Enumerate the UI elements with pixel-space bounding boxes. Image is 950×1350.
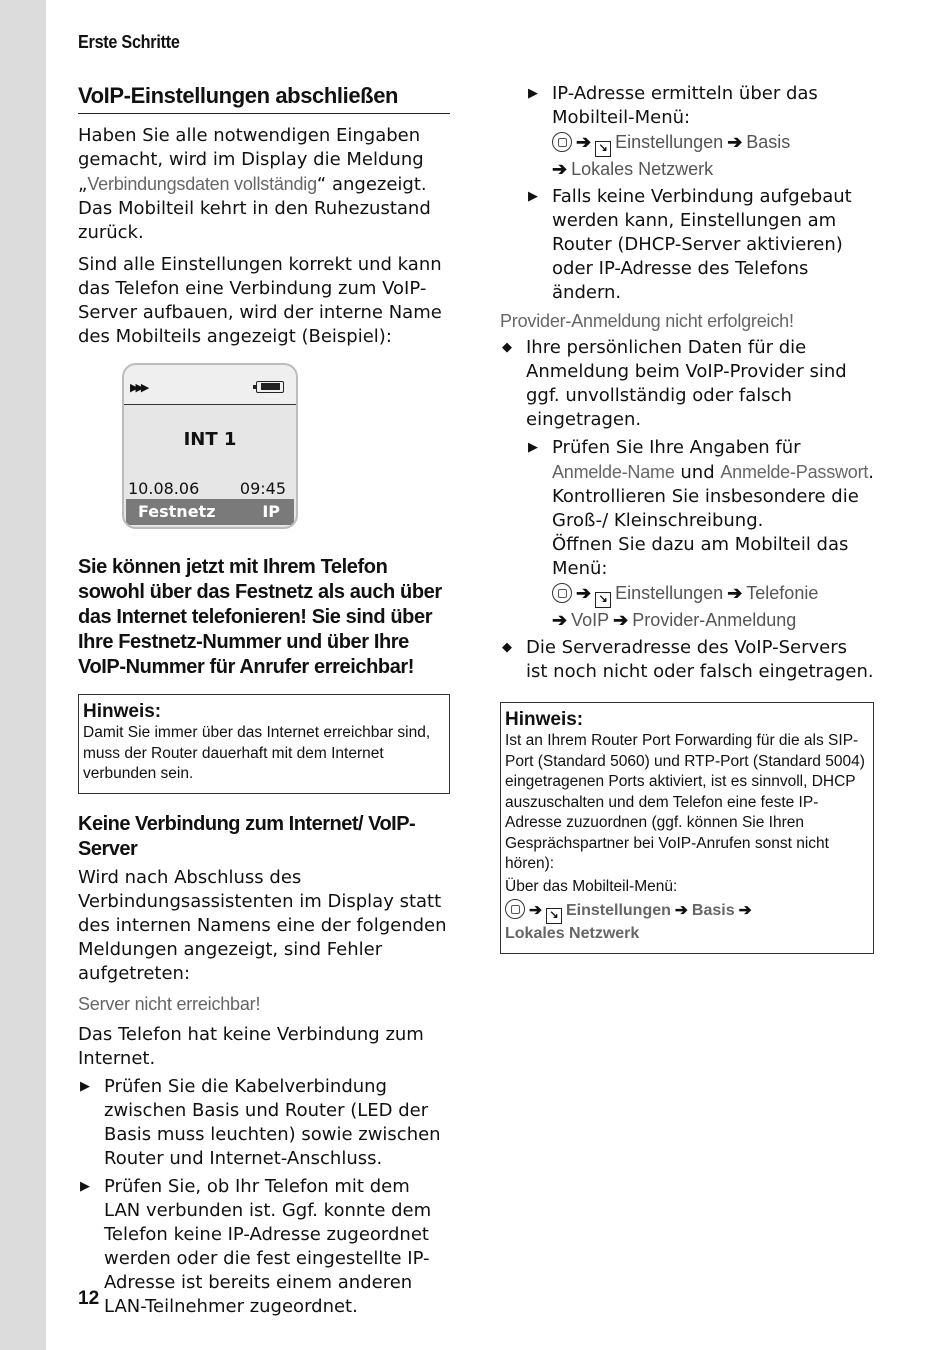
arrow-right-icon: ➔: [552, 159, 568, 179]
handset-display-example: [122, 363, 298, 529]
arrow-right-icon: ➔: [738, 902, 752, 919]
triangle-bullet-icon: ▶: [528, 189, 538, 204]
list-item: ◆ Ihre persönlichen Daten für die Anmeldung beim VoIP-Provider sind ggf. unvollständig oder falsch eingetragen.: [502, 337, 847, 430]
battery-icon: [256, 381, 284, 393]
display-softkeys: [126, 499, 294, 525]
left-column: [78, 80, 450, 1319]
section-title: VoIP-Einstellungen abschließen: [78, 83, 450, 114]
diamond-bullet-icon: ◆: [502, 340, 512, 355]
navigation-key-icon: [505, 899, 525, 919]
triangle-bullet-icon: ▶: [80, 1078, 90, 1094]
paragraph-errors: Wird nach Abschluss des Verbindungsassistenten im Display statt des internen Namens eine der folgenden Meldungen angezeigt, sind Fehler aufgetreten:: [78, 866, 447, 984]
signal-strength-icon: ▶▶▶: [130, 381, 147, 394]
triangle-bullet-icon: ▶: [528, 440, 538, 455]
error-message-server: Server nicht erreichbar!: [78, 993, 261, 1014]
diamond-bullet-icon: ◆: [502, 640, 512, 655]
paragraph-no-internet: Das Telefon hat keine Verbindung zum Internet.: [78, 1023, 424, 1069]
arrow-right-icon: ➔: [613, 610, 629, 630]
arrow-right-icon: ➔: [727, 132, 743, 152]
error-message-provider: Provider-Anmeldung nicht erfolgreich!: [500, 311, 794, 331]
paragraph-intro: Haben Sie alle notwendigen Eingaben gemacht, wird im Display die Meldung „Verbindungsdaten vollständig“ angezeigt. Das Mobilteil kehrt in den Ruhezustand zurück.: [78, 125, 431, 243]
note-box: [500, 702, 874, 954]
list-item: ▶ Prüfen Sie Ihre Angaben für Anmelde-Name und Anmelde-Passwort. Kontrollieren Sie insbesondere die Groß-/ Kleinschreibung. Öffnen Sie dazu am Mobilteil das Menü: ➔ ↘ Einstellungen ➔ Telefonie ➔ VoIP ➔ Provider-Anmeldung: [528, 437, 874, 630]
note-box: [78, 694, 450, 794]
list-item: ◆ Die Serveradresse des VoIP-Servers ist noch nicht oder falsch eingetragen.: [502, 637, 874, 682]
triangle-bullet-icon: ▶: [528, 86, 538, 101]
note-text: Damit Sie immer über das Internet erreichbar sind, muss der Router dauerhaft mit dem Internet verbunden sein.: [83, 724, 431, 782]
display-date: 10.08.06: [128, 479, 200, 498]
paragraph-success: Sind alle Einstellungen korrekt und kann das Telefon eine Verbindung zum VoIP-Server aufbauen, wird der interne Name des Mobilteils angezeigt (Beispiel):: [78, 254, 442, 347]
settings-icon: ↘: [546, 908, 562, 924]
arrow-right-icon: ➔: [552, 610, 568, 630]
page-margin-bar: [0, 0, 46, 1350]
navigation-key-icon: [552, 132, 572, 152]
menu-path: ➔ ↘ Einstellungen ➔ Telefonie ➔ VoIP ➔ Provider-Anmeldung: [552, 583, 819, 630]
section-header: Erste Schritte: [78, 32, 180, 52]
bold-statement: Sie können jetzt mit Ihrem Telefon sowohl über das Festnetz als auch über das Internet telefonieren! Sie sind über Ihre Festnetz-Nummer und über Ihre VoIP-Nummer für Anrufer erreichbar!: [78, 556, 442, 678]
menu-path: ➔ ↘ Einstellungen ➔ Basis ➔ Lokales Netzwerk: [505, 899, 869, 945]
navigation-key-icon: [552, 583, 572, 603]
note-title: Hinweis:: [505, 709, 584, 730]
list-item: ▶ Prüfen Sie, ob Ihr Telefon mit dem LAN verbunden ist. Ggf. konnte dem Telefon keine IP-Adresse zugeordnet werden oder die fest eingestellte IP-Adresse ist bereits einem anderen LAN-Teilnehmer zugeordnet.: [80, 1175, 432, 1317]
display-time: 09:45: [239, 479, 286, 498]
display-status-bar: [124, 365, 296, 405]
arrow-right-icon: ➔: [576, 583, 592, 603]
note-menu-intro: Über das Mobilteil-Menü:: [505, 877, 678, 895]
arrow-right-icon: ➔: [576, 132, 592, 152]
list-item: ▶ Falls keine Verbindung aufgebaut werden kann, Einstellungen am Router (DHCP-Server aktivieren) oder IP-Adresse des Telefons ändern.: [528, 186, 852, 303]
softkey-right: IP: [262, 502, 280, 521]
note-title: Hinweis:: [83, 701, 162, 722]
arrow-right-icon: ➔: [674, 902, 688, 919]
triangle-bullet-icon: ▶: [80, 1178, 90, 1194]
settings-icon: ↘: [595, 141, 611, 157]
list-item: ▶ IP-Adresse ermitteln über das Mobilteil-Menü: ➔ ↘ Einstellungen ➔ Basis ➔ Lokales Netzwerk: [526, 82, 874, 181]
softkey-left: Festnetz: [138, 502, 216, 521]
menu-path: ➔ ↘ Einstellungen ➔ Basis ➔ Lokales Netzwerk: [552, 132, 791, 179]
list-item: ▶ Prüfen Sie die Kabelverbindung zwischen Basis und Router (LED der Basis muss leuchten) sowie zwischen Router und Internet-Anschluss.: [80, 1075, 441, 1169]
settings-icon: ↘: [595, 592, 611, 608]
display-handset-name: INT 1: [183, 429, 237, 450]
page-number: 12: [78, 1288, 100, 1309]
arrow-right-icon: ➔: [529, 902, 542, 919]
right-column: [500, 80, 874, 954]
subsection-title: Keine Verbindung zum Internet/ VoIP-Server: [78, 812, 416, 860]
note-text: Ist an Ihrem Router Port Forwarding für die als SIP-Port (Standard 5060) und RTP-Port (Standard 5004) eingetragenen Ports aktiviert, ist es sinnvoll, DHCP auszuschalten und dem Telefon eine feste IP-Adresse zuzuordnen (ggf. können Sie Ihren Gesprächspartner bei VoIP-Anrufen sonst nicht hören):: [505, 732, 865, 872]
display-message: Verbindungsdaten vollständig: [87, 174, 317, 194]
arrow-right-icon: ➔: [727, 583, 743, 603]
